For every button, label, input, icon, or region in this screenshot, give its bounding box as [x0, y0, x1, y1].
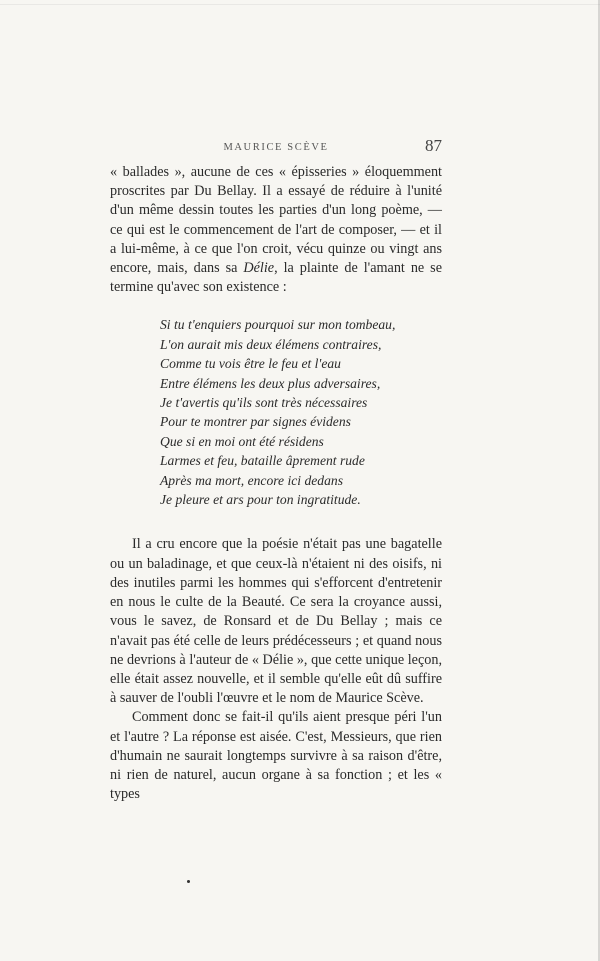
verse-line: Comme tu vois être le feu et l'eau — [160, 356, 341, 372]
verse-line: Que si en moi ont été résidens — [160, 433, 324, 449]
body-text — [110, 163, 442, 804]
verse-line: Pour te montrer par signes évidens — [160, 414, 351, 430]
paragraph-1 — [110, 163, 442, 297]
page-top-edge — [0, 4, 600, 5]
verse-line: Si tu t'enquiers pourquoi sur mon tombeau, — [160, 317, 396, 333]
verse-line: Après ma mort, encore ici dedans — [160, 472, 343, 488]
page-header — [110, 136, 442, 160]
paragraph-1-tail: , la plainte de l'amant ne se termine qu'avec son existence : — [110, 260, 442, 296]
verse-line: Je t'avertis qu'ils sont très nécessaires — [160, 395, 368, 411]
verse-line: L'on aurait mis deux élémens contraires, — [160, 336, 382, 352]
ink-speck — [187, 880, 190, 883]
page-number: 87 — [425, 136, 442, 155]
paragraph-1-text: « ballades », aucune de ces « épisseries » éloquemment proscrites par Du Bellay. Il a essayé de réduire à l'unité d'un même dessin toutes les parties d'un long poème, — ce qui est le commencement de l'art de composer, — et il a lui-même, à ce que l'on croit, vécu quinze ou vingt ans encore, mais, dans sa — [110, 164, 442, 277]
verse-line: Larmes et feu, bataille âprement rude — [160, 453, 365, 469]
paragraph-2: Il a cru encore que la poésie n'était pas une bagatelle ou un baladinage, et que ceux-là n'étaient ni des oisifs, ni des inutiles parmi les hommes qui s'efforcent d'entretenir en nous le culte de la Beauté. Ce sera la croyance aussi, vous le savez, de Ronsard et de Du Bellay ; mais ce n'avait pas été celle de leurs prédécesseurs ; et quand nous ne devrions à l'auteur de « Délie », que cette unique leçon, elle était assez nouvelle, et il semble qu'elle eût dû suffire à sauver de l'oubli l'œuvre et le nom de Maurice Scève. — [110, 536, 442, 707]
verse-quotation — [160, 315, 442, 509]
verse-line: Entre élémens les deux plus adversaires, — [160, 375, 381, 391]
delie-title: Délie — [243, 260, 275, 277]
paragraph-3: Comment donc se fait-il qu'ils aient presque péri l'un et l'autre ? La réponse est aisée. C'est, Messieurs, que rien d'humain ne saurait longtemps survivre à sa raison d'être, ni rien de naturel, aucun organe à sa fonction ; et les « types — [110, 709, 442, 803]
running-head: MAURICE SCÈVE — [223, 142, 329, 153]
verse-line: Je pleure et ars pour ton ingratitude. — [160, 492, 361, 508]
